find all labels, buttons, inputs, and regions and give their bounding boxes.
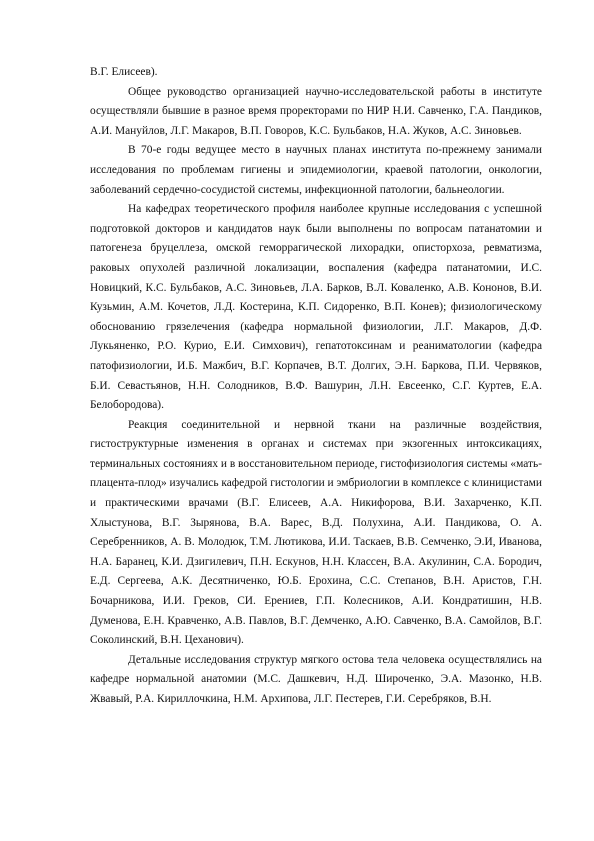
paragraph-continuation: В.Г. Елисеев).: [90, 66, 158, 78]
document-body: [90, 63, 542, 710]
paragraph-histology-research: Реакция соединительной и нервной ткани на различные воздействия, гистоструктурные изменения в органах и системах при экзогенных интоксикациях, терминальных состояниях и в восстановительном периоде, гистофизиология системы «мать-плацента-плод» изучались кафедрой гистологии и эмбриологии в комплексе с клиницистами и практическими врачами (В.Г. Елисеев, А.А. Никифорова, В.И. Захарченко, К.П. Хлыстунова, В.Г. Зырянова, В.А. Варес, В.Д. Полухина, А.И. Пандикова, О. А. Серебренников, А. В. Молодюк, Т.М. Лютикова, И.И. Таскаев, В.В. Семченко, Э.И, Иванова, Н.А. Баранец, К.И. Дзигилевич, П.Н. Ескунов, Н.Н. Классен, В.А. Акулинин, С.А. Бородич, Е.Д. Сергеева, А.К. Десятниченко, Ю.Б. Ерохина, С.С. Степанов, В.Н. Аристов, Г.Н. Бочарникова, И.И. Греков, СИ. Ерениев, Г.П. Колесников, А.И. Кондратишин, Н.В. Думенова, Е.Н. Кравченко, А.В. Павлов, В.Г. Демченко, А.Ю. Савченко, В.А. Самойлов, В.Г. Соколинский, В.Н. Цеханович).: [90, 418, 542, 647]
paragraph-anatomy-research: Детальные исследования структур мягкого остова тела человека осуществлялись на кафедре нормальной анатомии (М.С. Дашкевич, Н.Д. Широченко, Э.А. Мазонко, Н.В. Жвавый, Р.А. Кириллочкина, Н.М. Архипова, Л.Г. Пестерев, Г.И. Серебряков, В.Н.: [90, 653, 542, 705]
paragraph-theoretical-departments: На кафедрах теоретического профиля наиболее крупные исследования с успешной подготовкой докторов и кандидатов наук были выполнены по вопросам патанатомии и патогенеза бруцеллеза, омской геморрагической лихорадки, описторхоза, ревматизма, раковых опухолей различной локализации, воспаления (кафедра патанатомии, И.С. Новицкий, К.С. Бульбаков, А.С. Зиновьев, Л.А. Барков, В.Л. Коваленко, А.В. Кононов, В.И. Кузьмин, А.М. Кочетов, Л.Д. Костерина, К.П. Сидоренко, В.П. Конев); физиологическому обоснованию грязелечения (кафедра нормальной физиологии, Л.Г. Макаров, Д.Ф. Лукьяненко, Р.О. Курио, Е.И. Симхович), гепатотоксинам и реаниматологии (кафедра патофизиологии, И.Б. Мажбич, В.Г. Корпачев, В.Т. Долгих, Э.Н. Баркова, П.И. Червяков, Б.И. Севастьянов, Н.Н. Солодников, В.Ф. Вашурин, Л.Н. Евсеенко, С.Г. Куртев, Е.А. Белобородова).: [90, 203, 542, 412]
paragraph-1970s-research: В 70-е годы ведущее место в научных планах института по-прежнему занимали исследования по проблемам гигиены и эпидемиологии, краевой патологии, онкологии, заболеваний сердечно-сосудистой системы, инфекционной патологии, бальнеологии.: [90, 144, 542, 196]
paragraph-research-leadership: Общее руководство организацией научно-исследовательской работы в институте осуществляли бывшие в разное время проректорами по НИР Н.И. Савченко, Г.А. Пандиков, А.И. Мануйлов, Л.Г. Макаров, В.П. Говоров, К.С. Бульбаков, Н.А. Жуков, А.С. Зиновьев.: [90, 85, 542, 137]
